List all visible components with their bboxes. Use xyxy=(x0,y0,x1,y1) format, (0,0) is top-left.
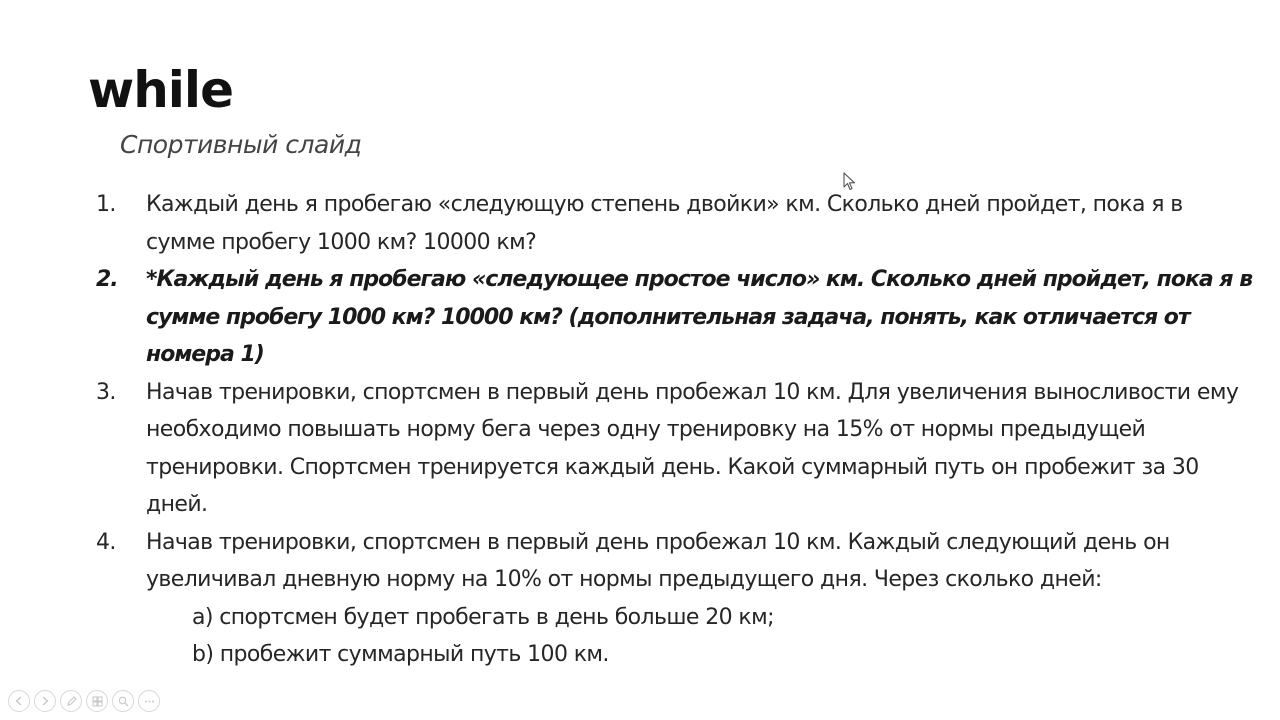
task-text: Каждый день я пробегаю «следующую степень двойки» км. Сколько дней пройдет, пока я в сумме пробегу 1000 км? 10000 км? xyxy=(146,192,1183,255)
presentation-toolbar xyxy=(8,690,160,714)
task-item-1 xyxy=(96,186,1256,261)
pen-icon[interactable] xyxy=(60,690,82,712)
task-number: 4. xyxy=(96,529,116,555)
slide-title: while xyxy=(88,61,233,119)
subitem-a: a) спортсмен будет пробегать в день больше 20 км; xyxy=(192,604,774,630)
previous-icon[interactable] xyxy=(8,690,30,712)
slides-icon[interactable] xyxy=(86,690,108,712)
task-number: 1. xyxy=(96,192,116,217)
mouse-pointer-icon xyxy=(843,172,857,192)
task-item-4 xyxy=(96,524,1256,674)
task-list xyxy=(96,186,1256,674)
next-icon[interactable] xyxy=(34,690,56,712)
slide-subtitle: Спортивный слайд xyxy=(120,130,362,159)
task-text: Начав тренировки, спортсмен в первый день пробежал 10 км. Каждый следующий день он увеличивал дневную норму на 10% от нормы предыдущего дня. Через сколько дней: xyxy=(146,529,1170,592)
task-text: *Каждый день я пробегаю «следующее простое число» км. Сколько дней пройдет, пока я в сумме пробегу 1000 км? 10000 км? (дополнительная задача, понять, как отличается от номера 1) xyxy=(146,267,1253,367)
task-item-2 xyxy=(96,261,1256,374)
task-text: Начав тренировки, спортсмен в первый день пробежал 10 км. Для увеличения выносливости ему необходимо повышать норму бега через одну тренировку на 15% от нормы предыдущей тренировки. Спортсмен тренируется каждый день. Какой суммарный путь он пробежит за 30 дней. xyxy=(146,379,1239,517)
zoom-icon[interactable] xyxy=(112,690,134,712)
subitem-b: b) пробежит суммарный путь 100 км. xyxy=(192,642,609,667)
task-number: 3. xyxy=(96,379,116,405)
task-subitems xyxy=(146,599,1256,674)
more-icon[interactable] xyxy=(138,690,160,712)
task-item-3 xyxy=(96,374,1256,524)
task-number: 2. xyxy=(96,267,118,292)
